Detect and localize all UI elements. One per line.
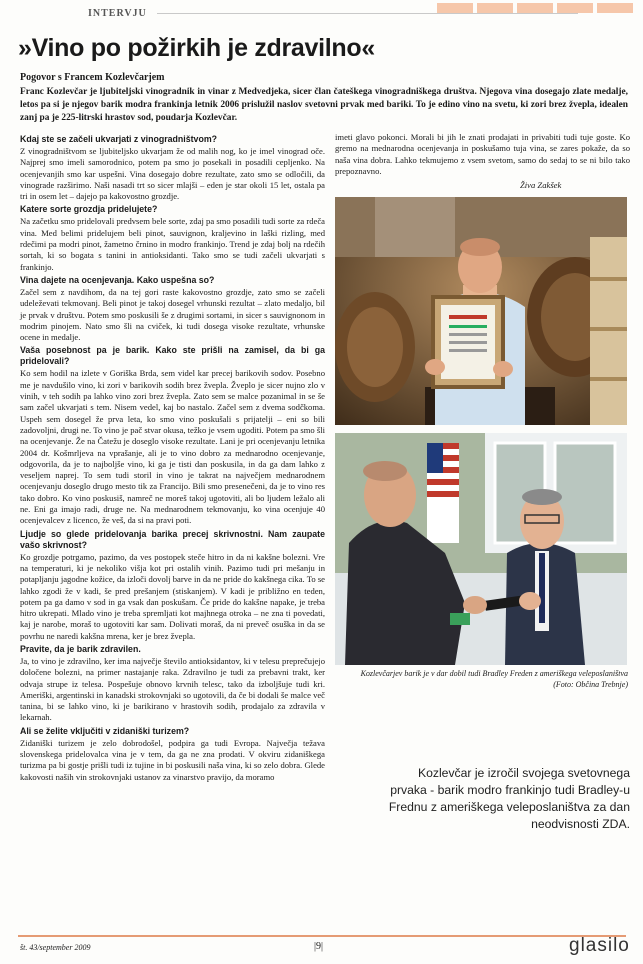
page-number: |9| bbox=[314, 941, 324, 952]
answer-7: Zidaniški turizem je zelo dobrodošel, podpira ga tudi Evropa. Največja težava slovenskega pridelovalca vina je v tem, da ga ne zna prodati. V okviru zidaniškega turizma pa bi gostje prišli tudi iz tujine in bi poskusili naša vina, ki so zelo dobra. Glede kakovosti naših vin strokovnjaki ustanov za vinarstvo pravijo, da moramo bbox=[20, 737, 325, 782]
question-7: Ali se želite vključiti v zidaniški turizem? bbox=[20, 725, 190, 736]
question-4: Vaša posebnost pa je barik. Kako ste prišli na zamisel, da bi ga pridelovali? bbox=[20, 345, 325, 367]
answer-2: Na začetku smo pridelovali predvsem bele sorte, zdaj pa smo posadili tudi sorte za rdeča vina. Med belimi pridelujem beli pinot, sauvignon, kraljevino in laški rizling, med rdečimi pa modri pinot, žametno črnino in modro frankinjo. Trend je zdaj bolj na rdečih sortah, ki so bogata s tanini in antioksidanti. Tako smo se tudi začeli ukvarjati s frankinjo. bbox=[20, 216, 325, 272]
photo-cellar-image bbox=[335, 197, 627, 425]
question-6: Pravite, da je barik zdravilen. bbox=[20, 643, 141, 654]
author-name: Živa Zakšek bbox=[520, 180, 562, 190]
section-label: INTERVJU bbox=[88, 7, 147, 19]
right-column-text bbox=[335, 132, 630, 177]
photo-handover-image bbox=[335, 433, 627, 665]
article-lead: Franc Kozlevčar je ljubiteljski vinogradnik in vinar z Medvedjeka, sicer član čateškega vinogradniškega društva. Njegova vina dosegajo zlate medalje, letos pa si je njegov barik modra frankinja letnik 2006 prislužil naslov svetovni prvak med bariki. To je edino vino na svetu, ki zori brez žvepla, idealen zanj pa je 225-litrski hrastov sod, poudarja Kozlevčar. bbox=[20, 87, 628, 123]
answer-6: Ja, to vino je zdravilno, ker ima največje število antioksidantov, ki v telesu preprečujejo določene bolezni, na primer nastajanje raka. Zdravilno je tudi za prebavni trakt, ker odvaja strupe iz telesa. Pospešuje obnovo krvnih telesc, tako da izboljšuje tudi kri. Ameriški, argentinski in kanadski strokovnjaki so ugotovili, da če bi dodali še malce več tanina, bi se lahko vino, ki je barikirano v hrastovih sodih, prodajalo za zdravila v lekarnah. bbox=[20, 655, 325, 723]
question-3: Vina dajete na ocenjevanja. Kako uspešna so? bbox=[20, 274, 215, 285]
answer-5: Ko grozdje potrgamo, pazimo, da ves postopek steče hitro in da ni kakšne bolezni. Vre na temperaturi, ki je nekoliko višja kot pri ostalih vinih. Pazimo tudi pri mešanju in potapljanju jagodne kožice, da izloči dovolj barve in da ne pride do kakšnega cika. To se lahko zgodi že v kadi, še pred prešanjem (stiskanjem). V kadi je približno en teden, potem pa ga damo v sod in ga vsak dan poskušam. Če pride do kakšne napake, je treba hitro ukrepati. Mlado vino je treba spremljati kot majhnega otroka – ne zna ti povedati, kaj je narobe, moraš to ugotoviti kar sam. Dolivati moraš, da ni preveč osuška in da se povrhu ne naredi kakšna mrena, ker je brez žvepla. bbox=[20, 551, 325, 641]
article-title: »Vino po požirkih je zdravilno« bbox=[18, 34, 375, 62]
question-2: Katere sorte grozdja pridelujete? bbox=[20, 204, 158, 215]
photo-cellar bbox=[335, 197, 627, 425]
callout-text: Kozlevčar je izročil svojega svetovnega prvaka - barik modro frankinjo tudi Bradley-u Frednu z ameriškega veleposlaništva za dan neodvisnosti ZDA. bbox=[388, 766, 630, 831]
question-1: Kdaj ste se začeli ukvarjati z vinogradništvom? bbox=[20, 134, 218, 144]
answer-1: Z vinogradništvom se ljubiteljsko ukvarjam že od malih nog, ko je imel vinograd oče. Najprej smo imeli samorodnico, potem pa smo jo posekali in posadili cepljenko. Na ocenjevanjih smo kar uspešni. Vina dosegajo dobre rezultate, zato smo se odločili, da vinograde razširimo. Naši nasadi trt so sicer mlajši – eden je star okoli 15 let, ostala pa tri in osem let – dajejo pa kakovostno grozdje. bbox=[20, 146, 325, 202]
left-column bbox=[20, 132, 325, 784]
footer-rule bbox=[18, 935, 626, 937]
answer-7-continuation: imeti glavo pokonci. Morali bi jih le znati prodajati in privabiti tudi tuje goste. Ko gremo na mednarodna ocenjevanja in poskušamo tuja vina, se zares pokaže, da so naša vina dobra. Lahko tekmujemo z vsem svetom, samo do sedaj to se ni bilo tako prepoznavno. bbox=[335, 132, 630, 176]
photo-caption: Kozlevčarjev barik je v dar dobil tudi Bradley Freden z ameriškega veleposlaništva (Foto: Občina Trebnje) bbox=[360, 669, 628, 689]
photo-handover bbox=[335, 433, 627, 665]
article-subtitle: Pogovor s Francem Kozlevčarjem bbox=[20, 72, 165, 83]
header-decoration bbox=[437, 3, 633, 13]
answer-4: Ko sem hodil na izlete v Goriška Brda, sem videl kar precej barikovih sodov. Posebno me je navdušilo vino, ki zori v barikovih sodih brez žvepla. Žveplo je sicer nujno zlo v vinih, v teh sodih pa lahko vino zori brez žvepla. Zato sem se malce pozanimal in se še sam začel ukvarjati s tem. Nisem vedel, kaj bo nastalo. Začel sem z dvema sodčkoma. Uspeh sem dosegel že prva leta, ko smo vino poskušali s prijatelji – eni so bili zadovoljni, drugi ne. To vino je pač stvar okusa, težko je vsem ugoditi. Potem pa smo šli na ocenjevanje. Že na Čatežu je doseglo visoke rezultate. Lani je pri ocenjevanju letnika 2004 dr. Košmrljeva na vprašanje, ali je to vino dobro za mednarodno ocenjevanje, odgovorila, da je to najboljše vino, ki ga je tisti dan poskusila, in da ga dam lahko z veseljem naprej. To sem tudi storil in vino je takrat na največjem mednarodnem ocenjevanju doseglo drugo mesto tik za Francijo. Bili smo presenečeni, da je to vino res tako dobro. Ko vino poskusiš, namreč ne moreš takoj ugotoviti, ali bo ljudem ležalo ali ne. Eni ga imajo radi, druge ne. Na mednarodnem tekmovanju, ko vina ocenjuje 40 ocenjevalcev z licenco, že veš, da si na pravi poti. bbox=[20, 368, 325, 526]
glasilo-logo: glasilo bbox=[569, 935, 630, 956]
issue-number: št. 43/september 2009 bbox=[20, 943, 91, 952]
answer-3: Začel sem z navdihom, da na tej gori raste kakovostno grozdje, zato smo se začeli udeleževati tekmovanj. Beli pinot je takoj dosegel vrhunski rezultat – zlato medaljo, bil je prvak v društvu. Potem smo poskusili še z drugimi sortami, in sicer s sauvignonom in modrim pinojem. Nato smo šli na cviček, ki tudi dosega visoke rezultate, vrhunske ocene in medalje. bbox=[20, 286, 325, 343]
question-5: Ljudje so glede pridelovanja barika precej skrivnostni. Nam zaupate vašo skrivnost? bbox=[20, 528, 325, 550]
